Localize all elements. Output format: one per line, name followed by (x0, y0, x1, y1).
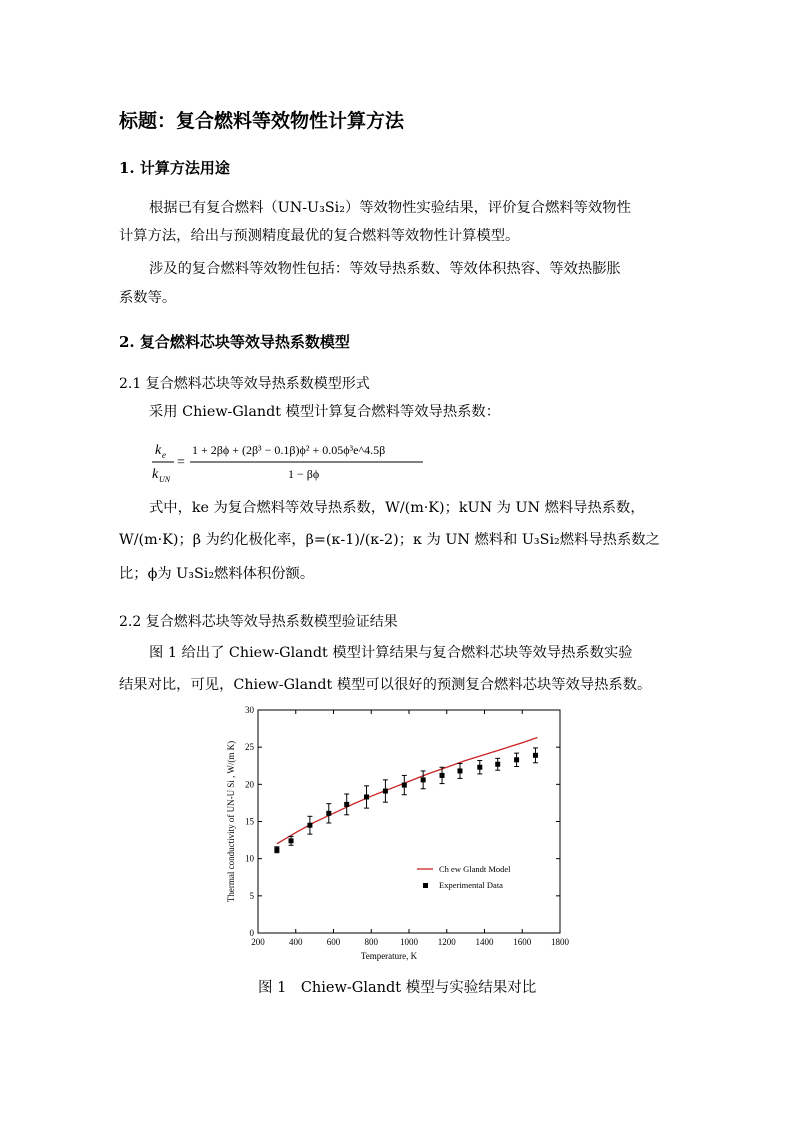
page-title: 标题：复合燃料等效物性计算方法 (119, 110, 405, 132)
chart-svg (222, 703, 572, 968)
x-tick-label: 1200 (437, 937, 456, 947)
data-point (326, 811, 331, 816)
figure-caption: 图 1 Chiew-Glandt 模型与实验结果对比 (258, 980, 537, 996)
section-2-2-heading: 2.2 复合燃料芯块等效导热系数模型验证结果 (119, 614, 398, 630)
x-tick-label: 1400 (475, 937, 494, 947)
y-tick-label: 10 (245, 853, 254, 864)
s22-p-line1: 图 1 给出了 Chiew-Glandt 模型计算结果与复合燃料芯块等效导热系数实验 (149, 645, 633, 661)
data-point (364, 794, 369, 799)
s21-intro: 采用 Chiew-Glandt 模型计算复合燃料等效导热系数： (149, 404, 501, 420)
x-tick-label: 400 (289, 937, 303, 947)
y-tick-label: 0 (249, 928, 254, 938)
y-tick-label: 5 (249, 890, 254, 901)
y-axis-label: Thermal conductivity of UN-U Si , W/(m K) (226, 740, 236, 903)
formula-lhs-den-sub: UN (159, 475, 171, 484)
formula-numerator: 1 + 2βϕ + (2β³ − 0.1β)ϕ² + 0.05ϕ³e^4.5β (192, 443, 386, 457)
formula (150, 438, 425, 484)
x-tick-label: 800 (364, 937, 378, 947)
model-line (277, 738, 538, 844)
data-point (457, 768, 462, 773)
data-point (477, 765, 482, 770)
x-tick-label: 1800 (551, 937, 569, 947)
s1-p2-line2: 系数等。 (119, 290, 177, 306)
formula-lhs-den: k (152, 467, 159, 482)
section-2-heading: 2. 复合燃料芯块等效导热系数模型 (119, 333, 350, 351)
s21-expl-line1: 式中，ke 为复合燃料等效导热系数，W/(m·K)；kUN 为 UN 燃料导热系数， (149, 500, 645, 516)
formula-lhs-num: k (155, 443, 162, 458)
section-2-1-heading: 2.1 复合燃料芯块等效导热系数模型形式 (119, 376, 370, 392)
data-point (383, 789, 388, 794)
y-tick-label: 25 (245, 742, 254, 753)
legend-data-label: Experimental Data (439, 880, 503, 890)
y-tick-label: 20 (245, 779, 254, 790)
s1-p2-line1: 涉及的复合燃料等效物性包括：等效导热系数、等效体积热容、等效热膨胀 (149, 261, 621, 277)
data-point (440, 773, 445, 778)
s21-expl-line2: W/(m·K)；β 为约化极化率，β=(κ-1)/(κ-2)；κ 为 UN 燃料和 U₃Si₂燃料导热系数之 (119, 532, 660, 548)
s21-expl-line3: 比；ϕ为 U₃Si₂燃料体积份额。 (119, 566, 315, 582)
section-1-heading: 1. 计算方法用途 (119, 159, 230, 177)
s22-p-line2: 结果对比，可见，Chiew-Glandt 模型可以很好的预测复合燃料芯块等效导热系数。 (119, 677, 652, 693)
s1-p1-line1: 根据已有复合燃料（UN-U₃Si₂）等效物性实验结果，评价复合燃料等效物性 (149, 200, 631, 216)
data-point (289, 838, 294, 843)
data-point (274, 847, 279, 852)
y-tick-label: 15 (245, 816, 254, 827)
data-point (344, 802, 349, 807)
data-point (533, 753, 538, 758)
x-tick-label: 200 (251, 937, 265, 947)
x-axis-label: Temperature, K (360, 951, 418, 961)
data-point (421, 777, 426, 782)
legend-point-swatch (423, 883, 428, 888)
data-point (495, 762, 500, 767)
data-point (514, 757, 519, 762)
x-tick-label: 1600 (513, 937, 532, 947)
legend-model-label: Ch ew Glandt Model (439, 864, 511, 874)
figure-1-chart (222, 703, 572, 972)
x-tick-label: 1000 (400, 937, 418, 947)
data-point (402, 783, 407, 788)
plot-frame (258, 710, 560, 933)
data-point (307, 823, 312, 828)
x-tick-label: 600 (326, 937, 341, 947)
formula-lhs-num-sub: e (162, 450, 166, 460)
y-tick-label: 30 (245, 705, 254, 715)
formula-eq: = (177, 455, 185, 470)
formula-denominator: 1 − βϕ (288, 467, 320, 481)
s1-p1-line2: 计算方法，给出与预测精度最优的复合燃料等效物性计算模型。 (119, 228, 520, 244)
